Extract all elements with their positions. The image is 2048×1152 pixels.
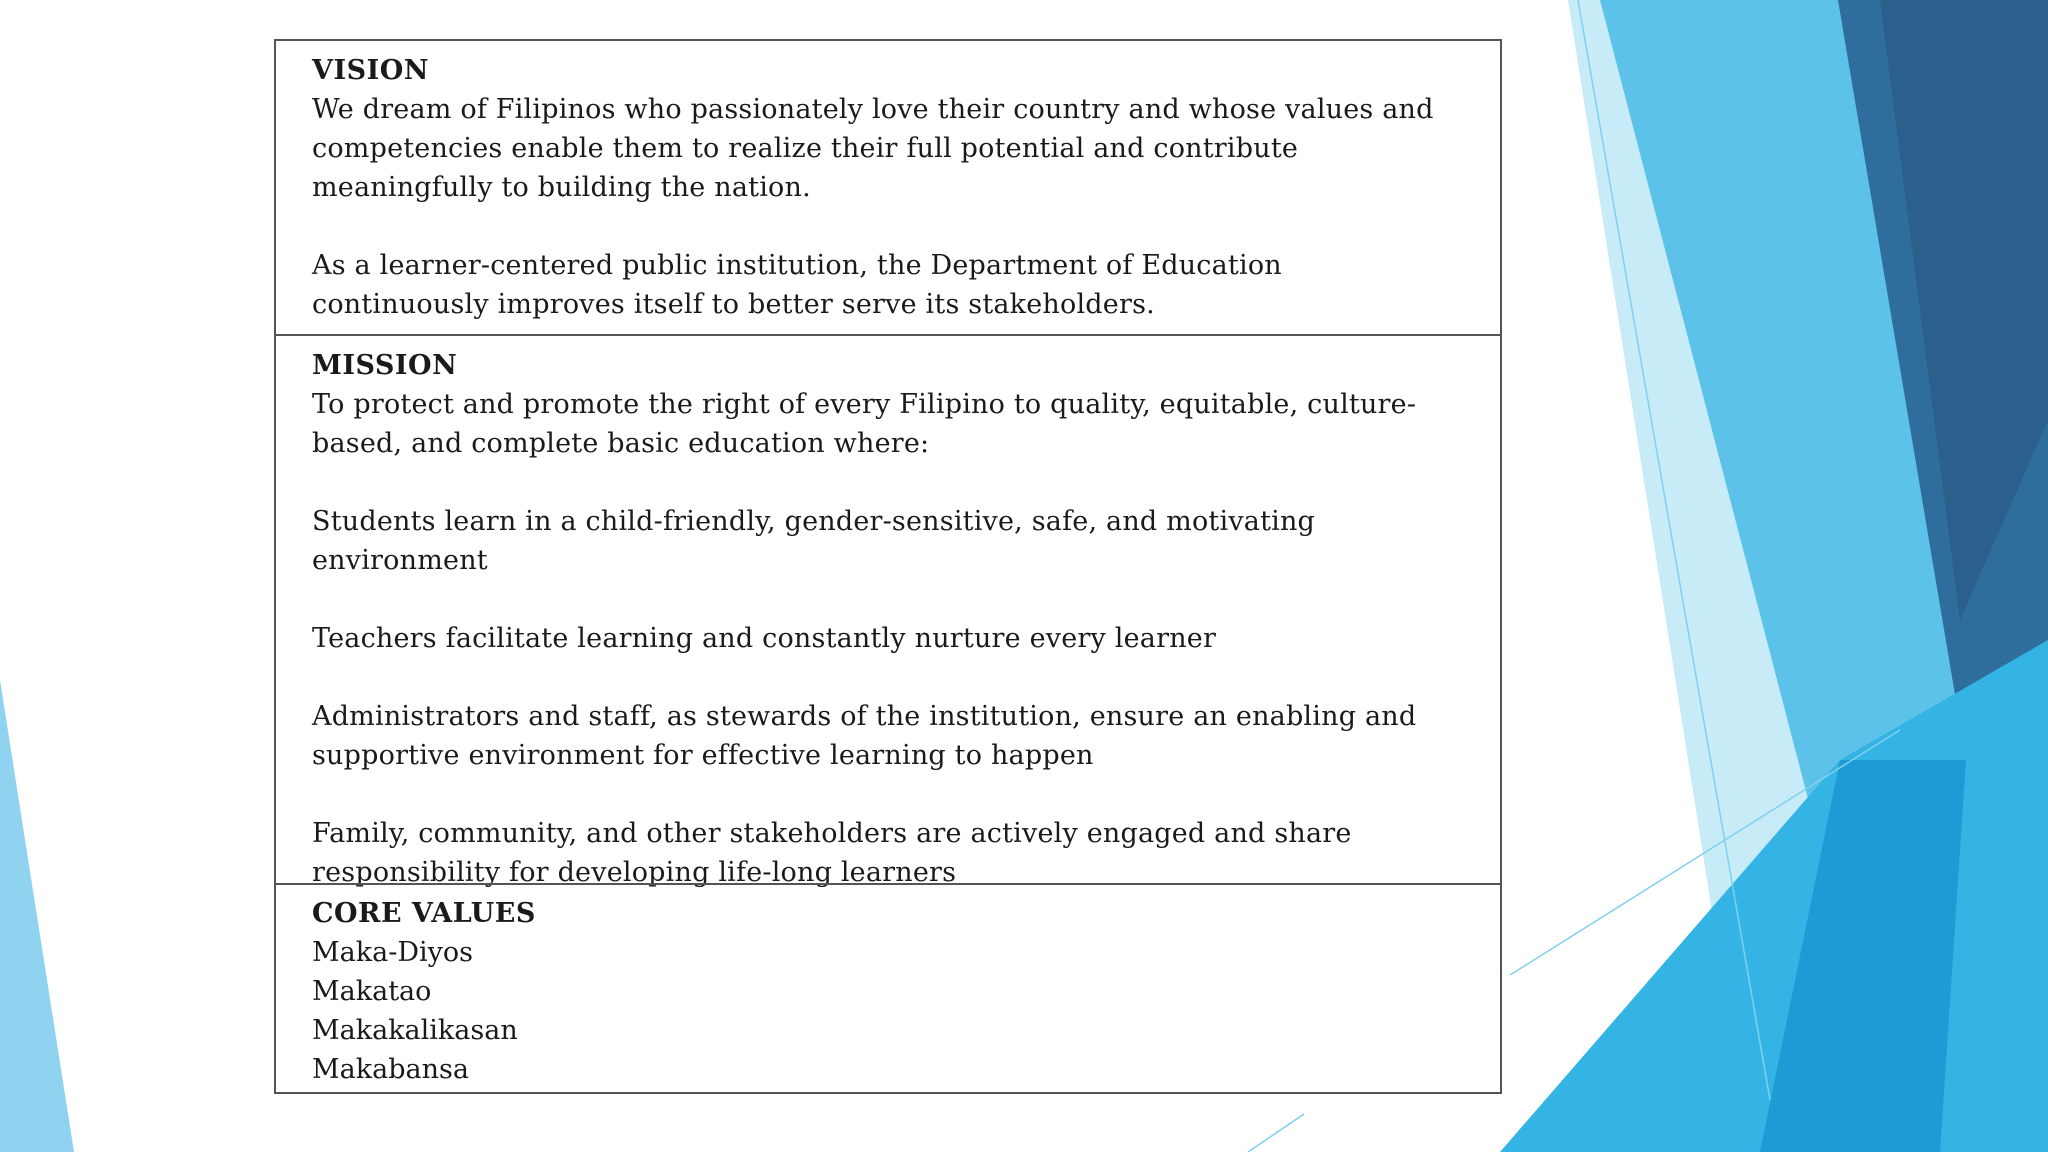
mission-paragraph: To protect and promote the right of every Filipino to quality, equitable, culture-based, and complete basic education where: — [312, 389, 1417, 459]
left-facet — [0, 680, 74, 1152]
document-box — [274, 39, 1502, 1094]
vision-paragraph: As a learner-centered public institution, the Department of Education continuously improves itself to better serve its stakeholders. — [312, 250, 1282, 320]
core-values-section — [276, 883, 1500, 1094]
vision-paragraph: We dream of Filipinos who passionately love their country and whose values and competencies enable them to realize their full potential and contribute meaningfully to building the nation. — [312, 94, 1434, 203]
core-value-item: Makabansa — [312, 1054, 469, 1085]
mission-section — [276, 334, 1500, 888]
core-value-item: Makatao — [312, 976, 432, 1007]
vision-section — [276, 41, 1500, 334]
mission-paragraph: Family, community, and other stakeholders are actively engaged and share responsibility for developing life-long learners — [312, 818, 1352, 888]
mission-heading: MISSION — [312, 350, 458, 381]
mission-paragraph: Administrators and staff, as stewards of the institution, ensure an enabling and supportive environment for effective learning to happen — [312, 701, 1417, 771]
core-values-heading: CORE VALUES — [312, 898, 536, 929]
core-value-item: Maka-Diyos — [312, 937, 473, 968]
mission-paragraph: Teachers facilitate learning and constantly nurture every learner — [312, 623, 1217, 654]
mission-paragraph: Students learn in a child-friendly, gender-sensitive, safe, and motivating environment — [312, 506, 1316, 576]
vision-heading: VISION — [312, 55, 429, 86]
core-value-item: Makakalikasan — [312, 1015, 518, 1046]
